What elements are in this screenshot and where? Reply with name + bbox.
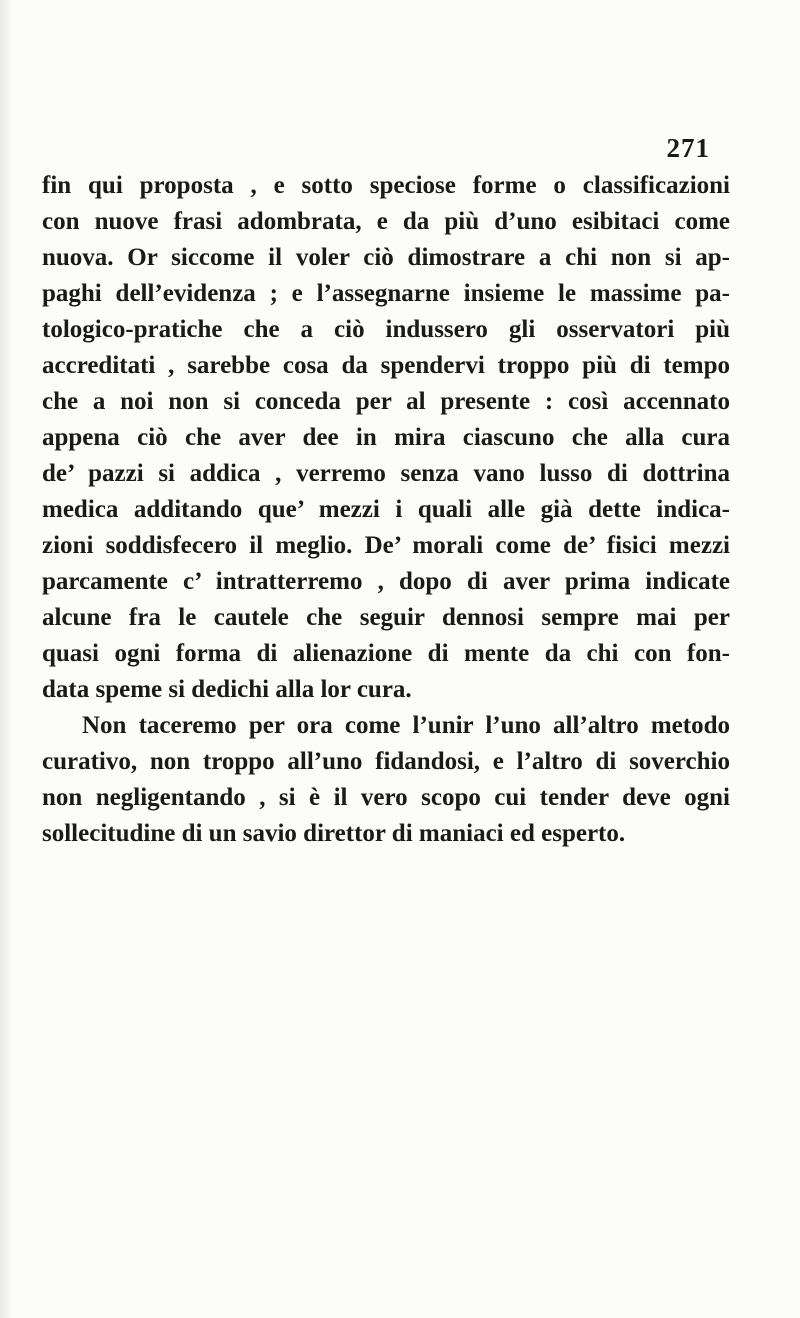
text-line: appena ciò che aver dee in mira ciascuno che alla cura [42, 424, 730, 451]
text-line: accreditati , sarebbe cosa da spendervi troppo più di tempo [42, 352, 730, 379]
text-line: zioni soddisfecero il meglio. De’ morali come de’ fisici mezzi [42, 532, 730, 559]
text-line: con nuove frasi adombrata, e da più d’uno esibitaci come [42, 208, 730, 235]
body-text [42, 168, 730, 852]
text-line: tologico-pratiche che a ciò indussero gli osservatori più [42, 316, 730, 343]
text-line: de’ pazzi si addica , verremo senza vano lusso di dottrina [42, 460, 730, 487]
text-line: fin qui proposta , e sotto speciose forme o classificazioni [42, 172, 730, 199]
text-line: Non taceremo per ora come l’unir l’uno all’altro metodo [82, 712, 730, 739]
text-line: parcamente c’ intratterremo , dopo di aver prima indicate [42, 568, 730, 595]
page-number: 271 [666, 133, 710, 163]
text-line: curativo, non troppo all’uno fidandosi, e l’altro di soverchio [42, 748, 730, 775]
text-line: data speme si dedichi alla lor cura. [42, 676, 412, 703]
text-line: paghi dell’evidenza ; e l’assegnarne insieme le massime pa- [42, 280, 730, 307]
page-gutter [0, 0, 14, 1318]
text-line: nuova. Or siccome il voler ciò dimostrare a chi non si ap- [42, 244, 730, 271]
text-line: alcune fra le cautele che seguir dennosi sempre mai per [42, 604, 730, 631]
text-line: quasi ogni forma di alienazione di mente da chi con fon- [42, 640, 730, 667]
text-line: non negligentando , si è il vero scopo cui tender deve ogni [42, 784, 730, 811]
text-line: che a noi non si conceda per al presente : così accennato [42, 388, 730, 415]
text-line: medica additando que’ mezzi i quali alle già dette indica- [42, 496, 730, 523]
text-line: sollecitudine di un savio direttor di maniaci ed esperto. [42, 820, 626, 847]
